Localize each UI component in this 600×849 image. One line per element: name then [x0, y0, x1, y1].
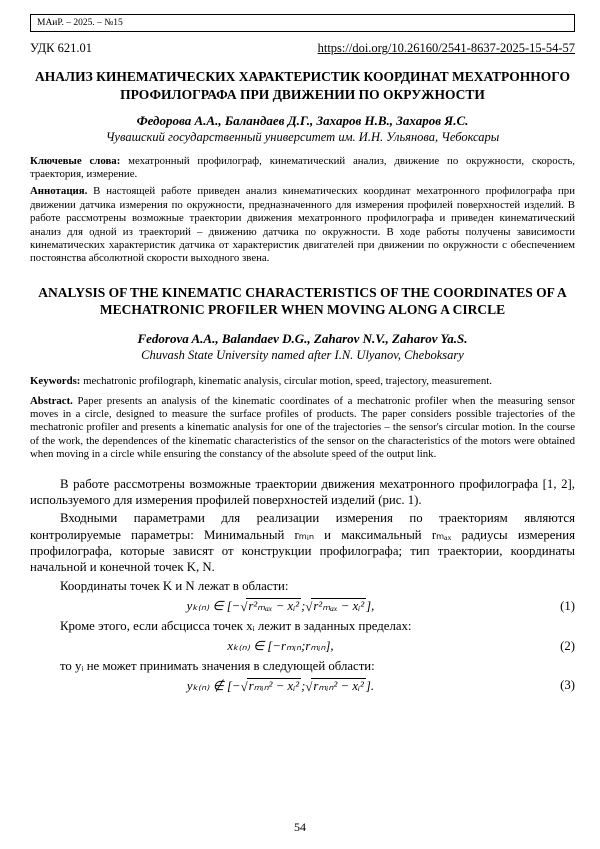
paragraph-eq2-intro: Кроме этого, если абсцисса точек xᵢ лежит в заданных пределах:	[60, 619, 412, 634]
equation-2-body: xₖ₍ₙ₎ ∈ [−rₘᵢₙ;rₘᵢₙ],	[227, 638, 334, 653]
paper-title-ru: АНАЛИЗ КИНЕМАТИЧЕСКИХ ХАРАКТЕРИСТИК КООРДИНАТ МЕХАТРОННОГО ПРОФИЛОГРАФА ПРИ ДВИЖЕНИИ ПО ОКРУЖНОСТИ	[35, 69, 570, 102]
paragraph-intro: В работе рассмотрены возможные траектории движения мехатронного профилографа [1, 2], используемого для измерения профилей поверхностей изделий (рис. 1).	[30, 476, 575, 507]
sqrt-radical: √r²ₘₐₓ − xᵢ²	[240, 599, 300, 615]
udk-doi-row	[30, 41, 575, 56]
doi-link[interactable]: https://doi.org/10.26160/2541-8637-2025-15-54-57	[317, 41, 575, 55]
journal-title: МАиР. – 2025. – №15	[37, 18, 123, 28]
radical-sign: √	[240, 600, 248, 615]
equation-1	[30, 598, 575, 614]
radical-sign: √	[240, 679, 248, 694]
sqrt-radical: √r²ₘₐₓ − xᵢ²	[305, 599, 365, 615]
abstract-block-en	[30, 395, 575, 462]
journal-running-head	[30, 14, 575, 32]
keywords-label-en: Keywords:	[30, 375, 81, 388]
radical-sign: √	[305, 600, 313, 615]
radical-sign: √	[305, 679, 313, 694]
equation-2	[30, 639, 575, 654]
equation-1-number: (1)	[560, 598, 575, 613]
affiliation-ru: Чувашский государственный университет им. И.Н. Ульянова, Чебоксары	[105, 129, 500, 144]
paragraph-eq3-intro: то yᵢ не может принимать значения в следующей области:	[60, 658, 375, 673]
equation-3-number: (3)	[560, 678, 575, 693]
keywords-label-ru: Ключевые слова:	[30, 154, 121, 167]
equation-3-body: yₖ₍ₙ₎ ∉ [−√rₘᵢₙ² − xᵢ² ;√rₘᵢₙ² − xᵢ² ].	[186, 678, 375, 694]
keywords-text-ru: мехатронный профилограф, кинематический анализ, движение по окружности, скорость, траектория, измерение.	[30, 154, 575, 180]
authors-ru: Федорова А.А., Баландаев Д.Г., Захаров Н.В., Захаров Я.С.	[136, 112, 469, 128]
abstract-text-ru: В настоящей работе приведен анализ кинематических координат мехатронного профилографа при движении датчика измерения по окружности, предназначенного для измерения профилей поверхностей изделий. В работе рассмотрены возможные траектории движения мехатронного профилографа и приведен кинематический анализ для одной из траекторий – движению датчика по окружности. В ходе работы получены зависимости кинематических характеристик датчика от характеристик двигателей при движении по окружности с обеспечением постоянства абсолютной скорости выходного звена.	[30, 185, 575, 265]
page-number: 54	[294, 820, 306, 834]
abstract-text-en: Paper presents an analysis of the kinematic coordinates of a mechatronic profiler when the measuring sensor moves in a circle, designed to measure the surface profiles of products. The paper considers possible trajectories of the mechatronic profiler and presents a kinematic analysis for one of the trajectories – the sensor's circular motion. In the course of the work, the dependences of the kinematic characteristics of the sensor on the characteristics of the motors were obtained when moving in a circle while ensuring the constancy of the absolute speed of the output link.	[30, 394, 575, 461]
abstract-label-en: Abstract.	[30, 394, 73, 407]
abstract-block-ru	[30, 185, 575, 265]
authors-en: Fedorova A.A., Balandaev D.G., Zaharov N.V., Zaharov Ya.S.	[137, 331, 468, 347]
equation-1-body: yₖ₍ₙ₎ ∈ [−√r²ₘₐₓ − xᵢ² ;√r²ₘₐₓ − xᵢ² ],	[186, 599, 375, 615]
equation-2-number: (2)	[560, 638, 575, 653]
udk-code: УДК 621.01	[30, 41, 92, 55]
sqrt-radical: √rₘᵢₙ² − xᵢ²	[240, 678, 300, 694]
keywords-block-en	[30, 375, 575, 388]
paragraph-eq1-intro: Координаты точек K и N лежат в области:	[60, 578, 289, 593]
paper-title-en: ANALYSIS OF THE KINEMATIC CHARACTERISTICS OF THE COORDINATES OF A MECHATRONIC PROFILER WHEN MOVING ALONG A CIRCLE	[38, 284, 567, 318]
paragraph-parameters: Входными параметрами для реализации измерения по траекториям являются контролируемые параметры: Минимальный rₘᵢₙ и максимальный rₘₐₓ радиусы измерения профилографа, которые зависят от конструкции профилографа; тип траектории, координаты начальной и конечной точек K, N.	[30, 511, 575, 575]
equation-3	[30, 678, 575, 694]
keywords-text-en: mechatronic profilograph, kinematic analysis, circular motion, speed, trajectory, measurement.	[80, 375, 492, 388]
keywords-block-ru	[30, 155, 575, 182]
sqrt-radical: √rₘᵢₙ² − xᵢ²	[305, 678, 364, 694]
abstract-label-ru: Аннотация.	[30, 185, 88, 198]
affiliation-en: Chuvash State University named after I.N. Ulyanov, Cheboksary	[141, 348, 464, 363]
